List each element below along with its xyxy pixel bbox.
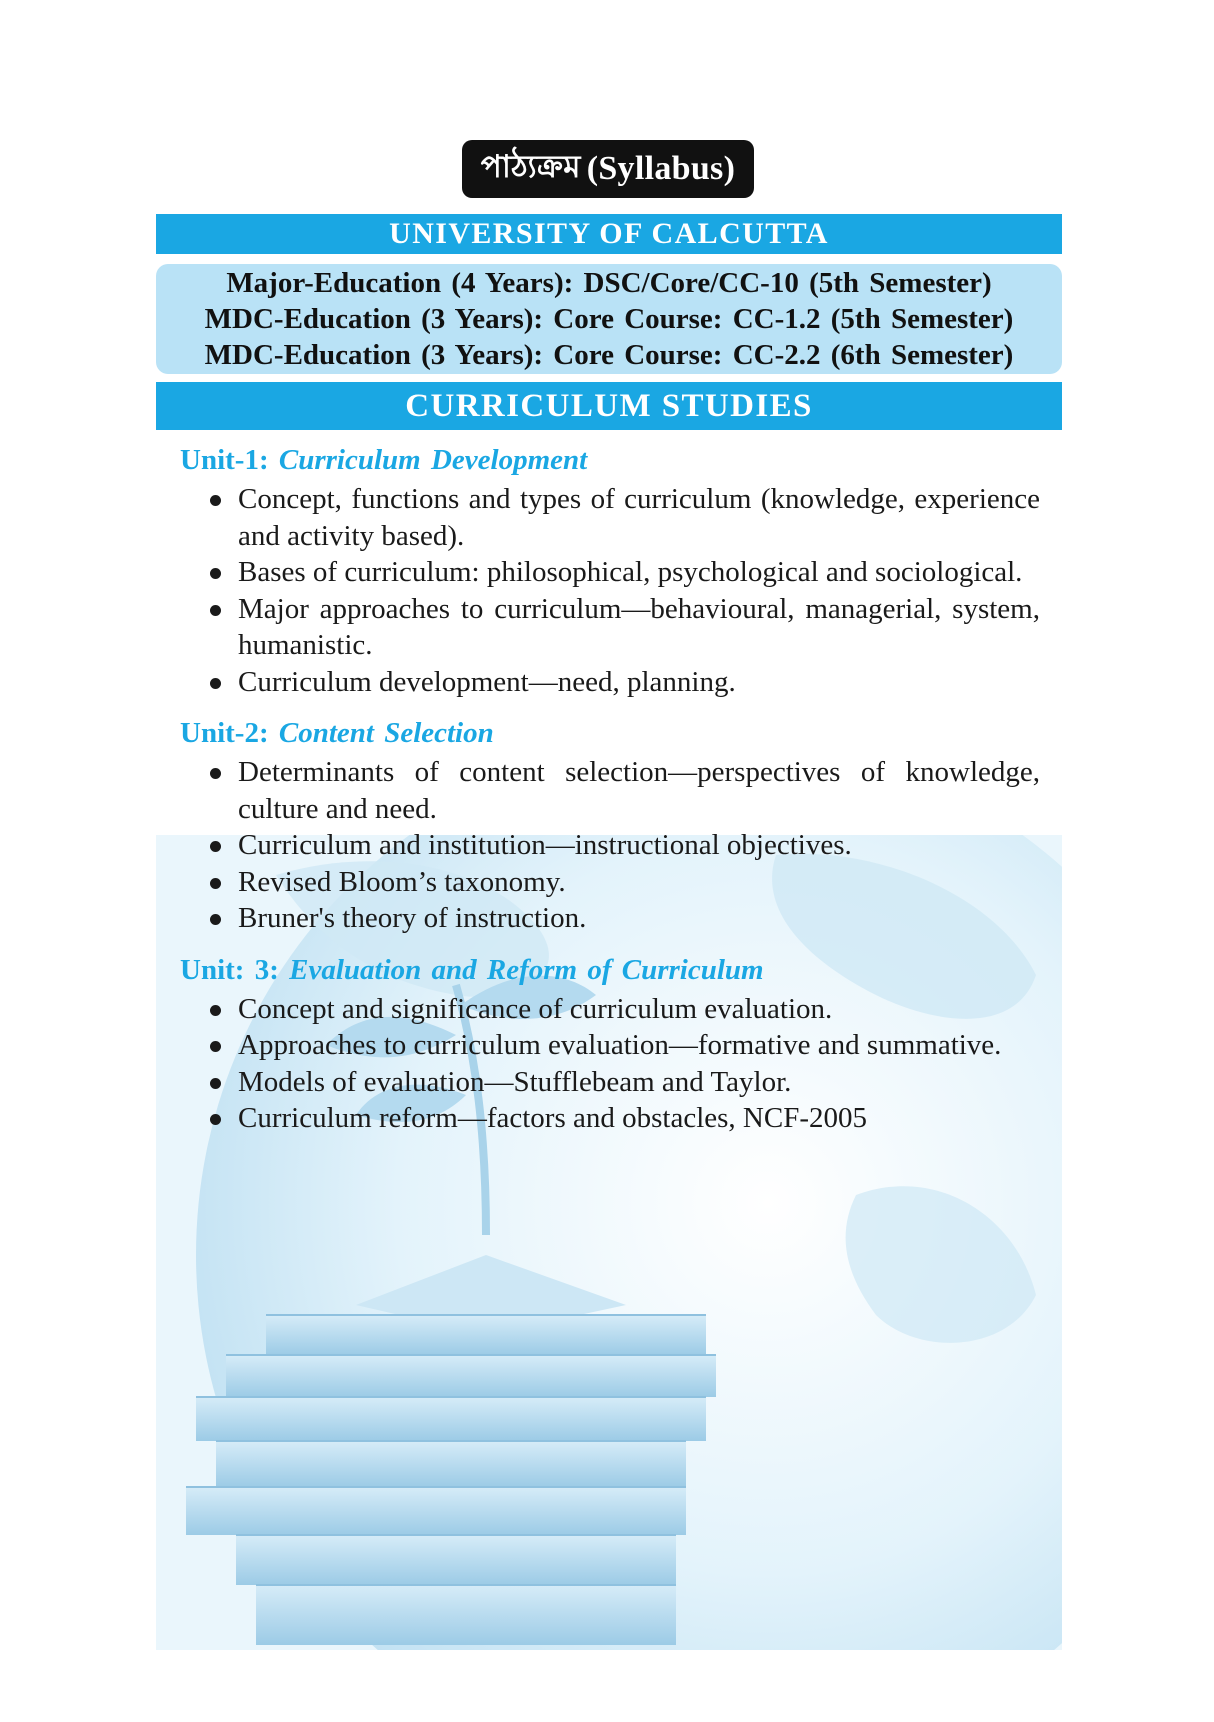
bullet-dot-icon xyxy=(210,678,221,689)
title-bengali: পাঠ্যক্রম xyxy=(480,149,581,185)
bullet-dot-icon xyxy=(210,1078,221,1089)
syllabus-title xyxy=(462,140,754,198)
unit-topic-list xyxy=(180,991,1040,1137)
bullet-dot-icon xyxy=(210,1114,221,1125)
unit-2 xyxy=(180,714,1040,937)
course-info-box xyxy=(156,264,1062,374)
item-text: Bruner's theory of instruction. xyxy=(238,902,587,934)
list-item xyxy=(180,554,1040,591)
unit-heading xyxy=(180,951,1040,989)
list-item xyxy=(180,1100,1040,1137)
list-item xyxy=(180,591,1040,664)
course-line: MDC-Education (3 Years): Core Course: CC-1.2 (5th Semester) xyxy=(204,303,1014,335)
item-text: Concept and significance of curriculum evaluation. xyxy=(238,992,833,1025)
list-item xyxy=(180,900,1040,937)
unit-3 xyxy=(180,951,1040,1137)
item-text: Concept, functions and types of curriculum (knowledge, experience and activity based). xyxy=(238,483,1040,552)
unit-topic-list xyxy=(180,481,1040,700)
unit-title: Content Selection xyxy=(278,717,494,749)
unit-label: Unit-1: xyxy=(180,444,269,476)
bullet-dot-icon xyxy=(210,1005,221,1016)
list-item xyxy=(180,481,1040,554)
bullet-dot-icon xyxy=(210,1041,221,1052)
item-text: Revised Bloom’s taxonomy. xyxy=(238,865,566,898)
item-text: Bases of curriculum: philosophical, psychological and sociological. xyxy=(238,556,1023,588)
list-item xyxy=(180,864,1040,901)
item-text: Major approaches to curriculum—behavioural, managerial, system, humanistic. xyxy=(238,592,1040,661)
item-text: Determinants of content selection—perspectives of knowledge, culture and need. xyxy=(238,756,1040,825)
units-content xyxy=(180,441,1040,1151)
bullet-dot-icon xyxy=(210,495,221,506)
bullet-dot-icon xyxy=(210,605,221,616)
unit-label: Unit-2: xyxy=(180,717,269,749)
unit-heading xyxy=(180,441,1040,479)
bullet-dot-icon xyxy=(210,841,221,852)
bullet-dot-icon xyxy=(210,768,221,779)
unit-topic-list xyxy=(180,754,1040,937)
university-banner: UNIVERSITY OF CALCUTTA xyxy=(156,214,1062,254)
course-line: MDC-Education (3 Years): Core Course: CC-2.2 (6th Semester) xyxy=(204,339,1014,371)
bullet-dot-icon xyxy=(210,878,221,889)
list-item xyxy=(180,664,1040,701)
unit-heading xyxy=(180,714,1040,752)
list-item xyxy=(180,991,1040,1028)
list-item xyxy=(180,754,1040,827)
section-title-banner: CURRICULUM STUDIES xyxy=(156,382,1062,430)
unit-1 xyxy=(180,441,1040,700)
course-line: Major-Education (4 Years): DSC/Core/CC-10 (5th Semester) xyxy=(226,267,992,299)
unit-title: Curriculum Development xyxy=(278,444,588,476)
item-text: Curriculum development—need, planning. xyxy=(238,665,736,698)
bullet-dot-icon xyxy=(210,568,221,579)
unit-title: Evaluation and Reform of Curriculum xyxy=(289,953,764,986)
unit-label: Unit: 3: xyxy=(180,953,279,986)
item-text: Models of evaluation—Stufflebeam and Taylor. xyxy=(238,1065,792,1098)
list-item xyxy=(180,1064,1040,1101)
list-item xyxy=(180,1027,1040,1064)
bullet-dot-icon xyxy=(210,914,221,925)
title-english: (Syllabus) xyxy=(586,150,736,187)
item-text: Curriculum and institution—instructional objectives. xyxy=(238,829,852,861)
item-text: Curriculum reform—factors and obstacles, NCF-2005 xyxy=(238,1102,867,1134)
item-text: Approaches to curriculum evaluation—formative and summative. xyxy=(238,1029,1002,1061)
list-item xyxy=(180,827,1040,864)
